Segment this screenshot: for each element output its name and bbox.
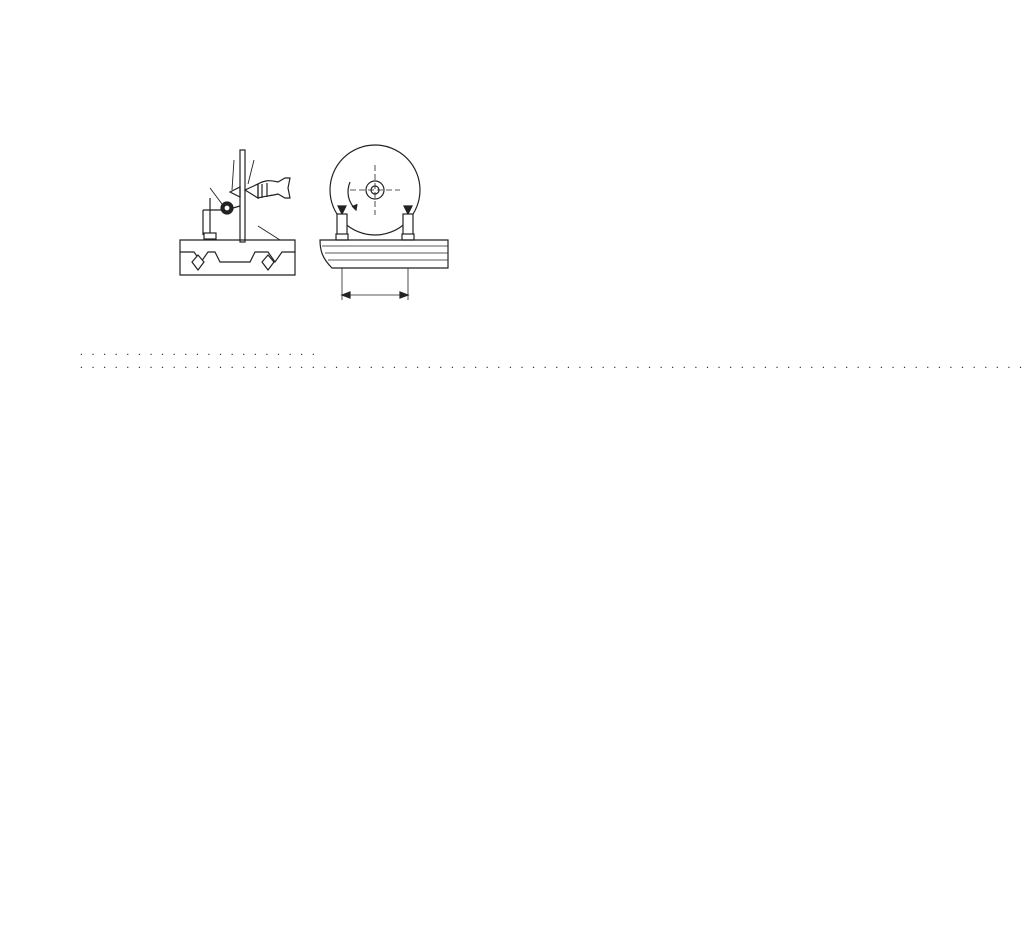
leader-dots: . . . . . . . . . . . . . . . . . . . . . . . . . . . . . . . . . . . . . . . . . . . . . . . . . . . . . . . . . . . . . . . . . . . . . . . . . . . . . . . . . .: [80, 359, 1025, 371]
figure-3-diagram: [170, 140, 470, 305]
leader-dots: . . . . . . . . . . . . . . . . . . . . .: [80, 346, 318, 358]
tolerance-row: [76, 346, 544, 360]
fig3-left-view: [180, 150, 295, 275]
tolerance-row: [76, 359, 1025, 373]
fig3-right-view: [320, 145, 448, 300]
